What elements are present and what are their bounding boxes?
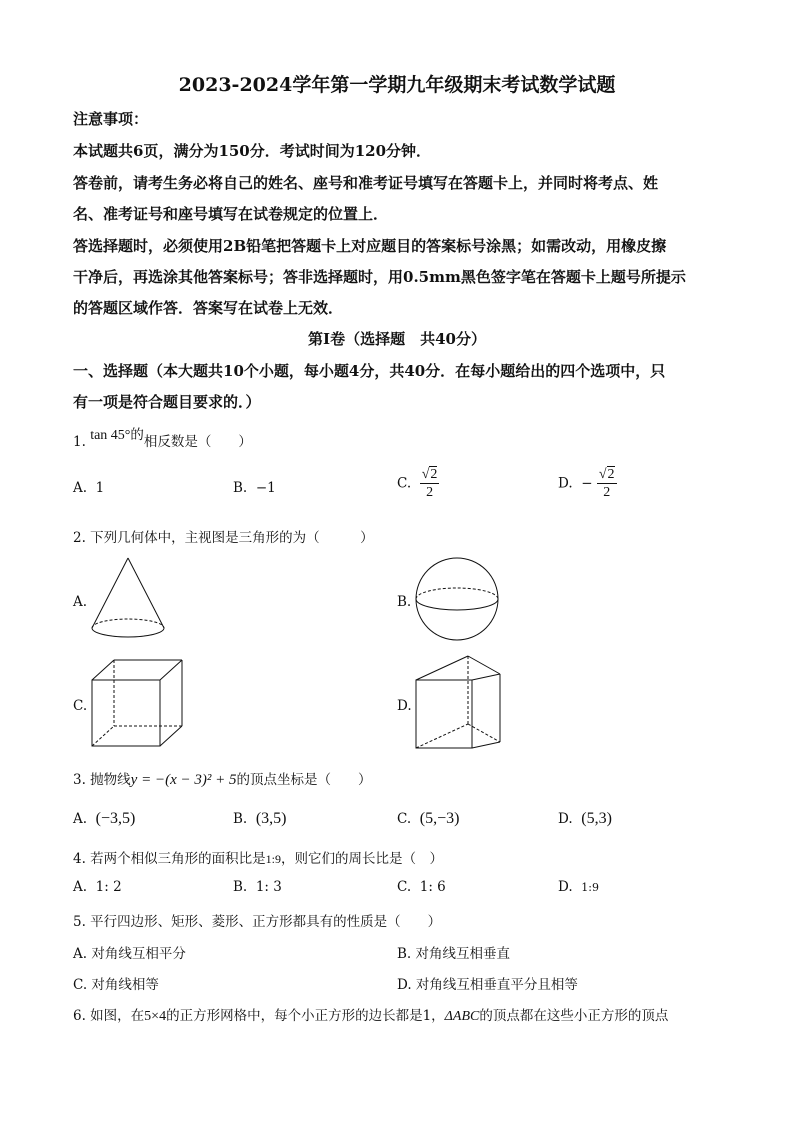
question-text: 3. 抛物线 <box>73 772 131 788</box>
option-label: B. <box>233 811 248 827</box>
option-label: A. <box>73 879 88 895</box>
option-d[interactable]: D. 对角线互相垂直平分且相等 <box>397 977 578 993</box>
area-ratio: 1:9 <box>265 852 282 866</box>
option-label: C. <box>397 475 412 492</box>
question-text: 4. 若两个相似三角形的面积比是 <box>73 851 266 867</box>
option-value: (3,5) <box>255 810 287 827</box>
option-label: A. <box>73 811 88 827</box>
option-b[interactable]: B. 对角线互相垂直 <box>397 946 511 962</box>
question-text: 的顶点坐标是（ ） <box>236 772 372 788</box>
option-value: −1 <box>255 480 276 496</box>
option-value: (5,−3) <box>419 810 460 827</box>
question-1-stem <box>73 427 252 451</box>
question-number: 1. <box>73 434 86 450</box>
option-label: B. <box>233 480 248 496</box>
option-label: A. <box>73 480 88 496</box>
fraction: $\frac{√2}{2}$ <box>421 467 438 500</box>
denominator: 2 <box>603 485 611 500</box>
option-b[interactable]: B. <box>397 594 412 610</box>
numerator: 2 <box>430 467 438 482</box>
question-5-stem: 5. 平行四边形、矩形、菱形、正方形都具有的性质是（ ） <box>73 914 442 930</box>
question-4-stem <box>73 847 443 867</box>
question-text: 的 <box>130 427 144 443</box>
option-label: C. <box>397 811 412 827</box>
option-value: 1: 3 <box>255 879 282 895</box>
option-value: 1: 2 <box>95 879 122 895</box>
grid-size: 5×4 <box>144 1009 167 1024</box>
option-b[interactable] <box>233 810 286 828</box>
cone-figure <box>88 556 168 642</box>
option-c[interactable]: C. 对角线相等 <box>73 977 159 993</box>
option-a[interactable] <box>73 480 104 496</box>
notice-line: 本试题共6页，满分为150分．考试时间为120分钟． <box>73 142 432 160</box>
triangular-prism-figure <box>414 654 504 750</box>
option-b[interactable] <box>233 879 282 895</box>
option-d[interactable] <box>558 466 617 501</box>
option-value: 1:9 <box>581 881 599 894</box>
option-c[interactable] <box>397 466 439 501</box>
option-a[interactable]: A. <box>73 594 88 610</box>
tan-expression: tan 45° <box>90 428 131 443</box>
option-value: (−3,5) <box>95 810 136 827</box>
option-label: B. <box>233 879 248 895</box>
option-d[interactable] <box>558 810 612 828</box>
notice-line: 的答题区域作答．答案写在试卷上无效． <box>73 299 344 317</box>
fraction: $\frac{√2}{2}$ <box>598 467 615 500</box>
denominator: 2 <box>426 485 434 500</box>
option-value: (5,3) <box>581 810 612 827</box>
notice-line: 干净后，再选涂其他答案标号；答非选择题时，用0.5mm黑色签字笔在答题卡上题号所提示 <box>73 268 686 286</box>
minus-sign: − <box>581 475 593 492</box>
question-text: 6. 如图，在 <box>73 1008 145 1024</box>
option-d[interactable] <box>558 879 599 895</box>
part-heading: 第Ⅰ卷（选择题 共40分） <box>308 330 486 348</box>
option-a[interactable] <box>73 879 122 895</box>
notice-line: 答卷前，请考生务必将自己的姓名、座号和准考证号填写在答题卡上，并同时将考点、姓 <box>73 174 659 192</box>
parabola-expression: y = −(x − 3)² + 5 <box>130 772 237 788</box>
option-d[interactable]: D. <box>397 698 412 714</box>
page-title: 2023-2024学年第一学期九年级期末考试数学试题 <box>178 74 616 96</box>
question-3-stem <box>73 768 371 789</box>
question-2-stem: 2. 下列几何体中，主视图是三角形的为（ ） <box>73 530 374 546</box>
option-label: D. <box>558 475 573 492</box>
section-instruction: 有一项是符合题目要求的．） <box>73 393 261 411</box>
notice-heading: 注意事项： <box>73 110 149 128</box>
question-6-stem <box>73 1004 668 1025</box>
numerator: 2 <box>607 467 615 482</box>
option-a[interactable]: A. 对角线互相平分 <box>73 946 186 962</box>
option-c[interactable] <box>397 810 459 828</box>
option-label: D. <box>558 879 573 895</box>
option-value: 1 <box>95 480 105 496</box>
question-text: 相反数是（ ） <box>143 434 252 450</box>
question-text: ，则它们的周长比是（ ） <box>281 851 444 867</box>
option-a[interactable] <box>73 810 135 828</box>
option-value: 1: 6 <box>419 879 446 895</box>
question-text: 的顶点都在这些小正方形的顶点 <box>479 1008 669 1024</box>
triangle-label: ΔABC <box>444 1009 480 1024</box>
cube-figure <box>90 658 184 748</box>
option-label: D. <box>558 811 573 827</box>
option-c[interactable] <box>397 879 446 895</box>
option-c[interactable]: C. <box>73 698 88 714</box>
option-label: C. <box>397 879 412 895</box>
section-instruction: 一、选择题（本大题共10个小题，每小题4分，共40分．在每小题给出的四个选项中，只 <box>73 362 666 380</box>
option-b[interactable] <box>233 480 276 496</box>
sphere-figure <box>414 556 500 642</box>
notice-line: 名、准考证号和座号填写在试卷规定的位置上． <box>73 205 389 223</box>
notice-line: 答选择题时，必须使用2B铅笔把答题卡上对应题目的答案标号涂黑；如需改动，用橡皮擦 <box>73 237 667 255</box>
question-text: 的正方形网格中，每个小正方形的边长都是1， <box>166 1008 445 1024</box>
